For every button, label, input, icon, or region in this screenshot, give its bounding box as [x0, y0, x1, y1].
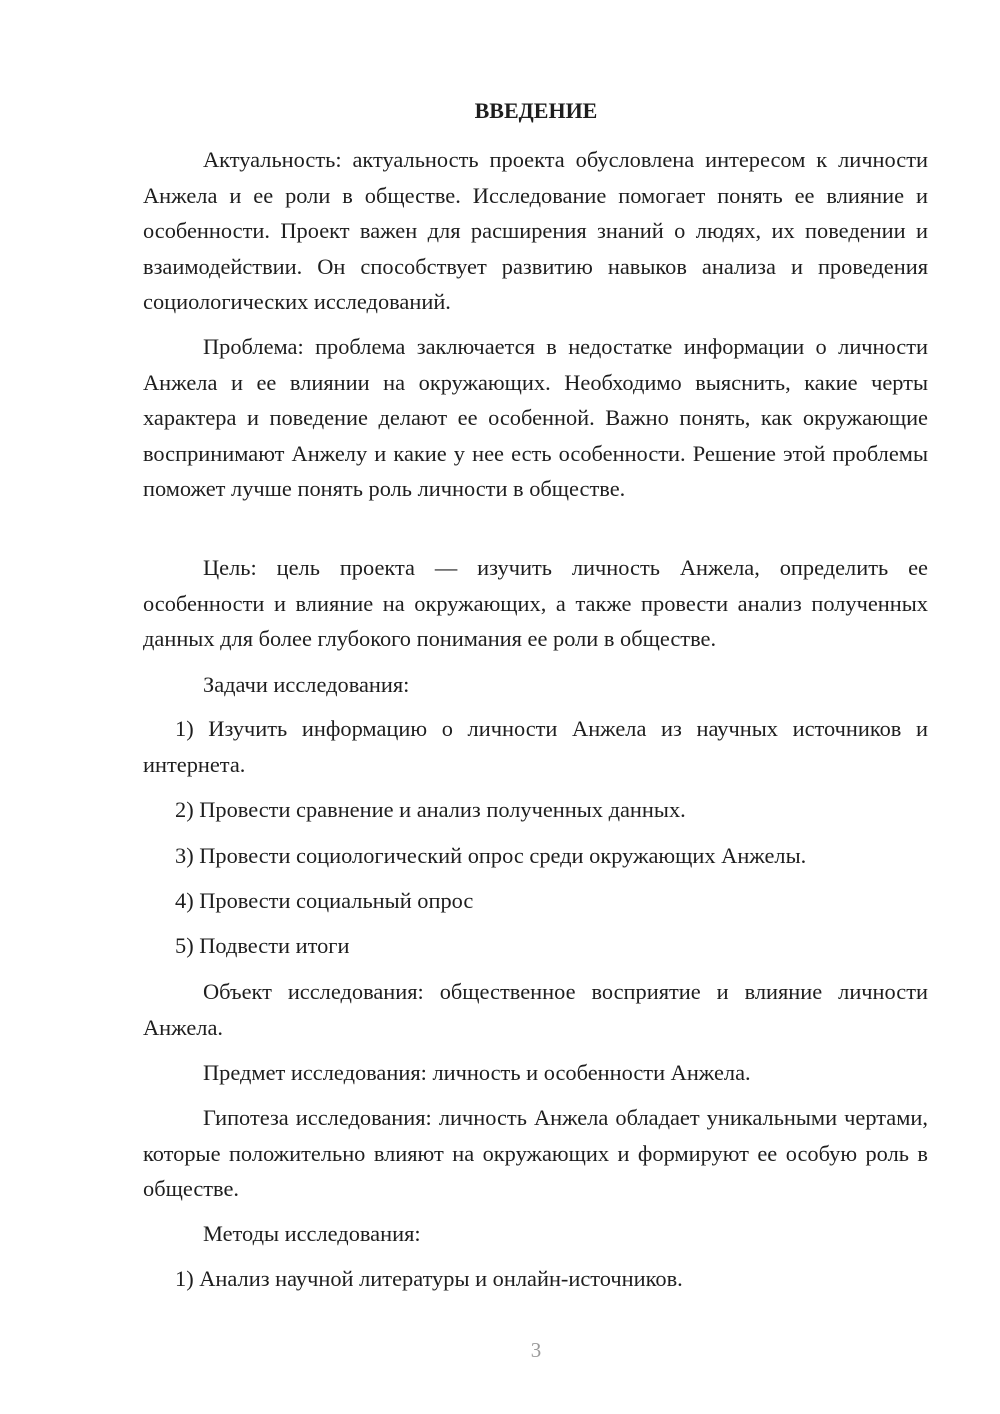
task-item-5: 5) Подвести итоги — [175, 933, 350, 958]
task-item-2: 2) Провести сравнение и анализ полученных данных. — [175, 797, 686, 822]
problem-paragraph: Проблема: проблема заключается в недостатке информации о личности Анжела и ее влиянии на окружающих. Необходимо выяснить, какие черты характера и поведение делают ее особенной. Важно понять, как окружающие воспринимают Анжелу и какие у нее есть особенности. Решение этой проблемы поможет лучше понять роль личности в обществе. — [143, 334, 928, 501]
tasks-title: Задачи исследования: — [203, 672, 410, 697]
methods-title: Методы исследования: — [203, 1221, 421, 1246]
method-item-1: 1) Анализ научной литературы и онлайн-источников. — [175, 1266, 683, 1291]
task-item-3: 3) Провести социологический опрос среди окружающих Анжелы. — [175, 843, 807, 868]
hypothesis-paragraph: Гипотеза исследования: личность Анжела обладает уникальными чертами, которые положительно влияют на окружающих и формируют ее особую роль в обществе. — [143, 1105, 928, 1201]
goal-paragraph: Цель: цель проекта — изучить личность Анжела, определить ее особенности и влияние на окружающих, а также провести анализ полученных данных для более глубокого понимания ее роли в обществе. — [143, 555, 928, 651]
relevance-paragraph: Актуальность: актуальность проекта обусловлена интересом к личности Анжела и ее роли в обществе. Исследование помогает понять ее влияние и особенности. Проект важен для расширения знаний о людях, их поведении и взаимодействии. Он способствует развитию навыков анализа и проведения социологических исследований. — [143, 147, 928, 314]
object-paragraph: Объект исследования: общественное восприятие и влияние личности Анжела. — [143, 979, 928, 1040]
subject-paragraph: Предмет исследования: личность и особенности Анжела. — [203, 1060, 751, 1085]
page-number: 3 — [530, 1338, 542, 1362]
section-heading: ВВЕДЕНИЕ — [474, 98, 598, 123]
task-item-1: 1) Изучить информацию о личности Анжела из научных источников и интернета. — [143, 716, 928, 777]
task-item-4: 4) Провести социальный опрос — [175, 888, 474, 913]
